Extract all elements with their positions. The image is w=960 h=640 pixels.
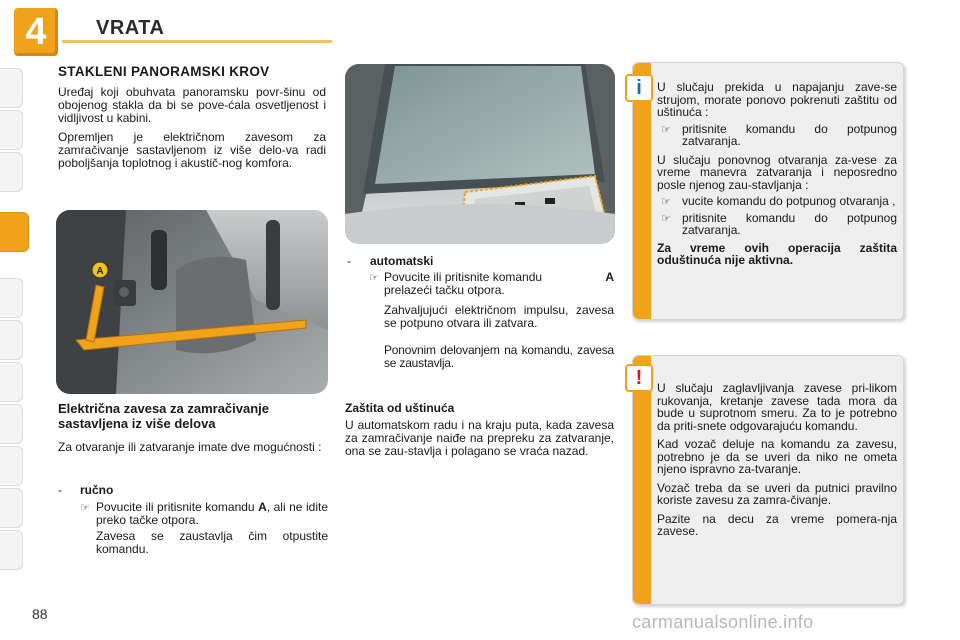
subsection-title: Električna zavesa za zamračivanje sastavljena iz više delova [58,401,270,431]
side-tab-5[interactable] [0,278,23,318]
warning-paragraph-1: U slučaju zaglavljivanja zavese pri-likom rukovanja, kretanje zavese tada mora da bude u suprotnom smeru. Za to je potrebno da priti-snete odgovarajuću komandu. [657,381,897,433]
interior-control-photo [56,210,328,394]
manual-step-key: A [258,500,267,514]
info-bold-text: Za vreme ovih operacija zaštita oduštinuća nije aktivna. [657,240,897,267]
info-item-2: vucite komandu do potpunog otvaranja , [682,194,896,208]
warning-box-stripe [633,356,651,604]
chapter-title: VRATA [96,17,165,39]
manual-label: ručno [80,483,114,497]
side-tab-8[interactable] [0,404,23,444]
side-tab-9[interactable] [0,446,23,486]
side-tab-10[interactable] [0,488,23,528]
protection-text: U automatskom radu i na kraju puta, kada zavesa za zamračivanje naiđe na prepreku za zatvaranje, ona se zau-stavlja i polagano se vraća nazad. [345,418,614,458]
side-tab-7[interactable] [0,362,23,402]
warning-paragraph-2: Kad vozač deluje na komandu za zavesu, potrebno je da se uveri da niko ne ometa njeno ispravno za-tvaranje. [657,437,897,476]
manual-step-tail: , ali ne idite preko tačke otpora. [96,500,328,527]
side-tab-3[interactable] [0,152,23,192]
info-item-1: pritisnite komandu do potpunog zatvaranja. [682,121,897,148]
automatic-label: automatski [370,254,434,268]
manual-note: Zavesa se zaustavlja čim otpustite komandu. [96,529,328,556]
panoramic-roof-photo [345,64,615,244]
info-text-2: U slučaju ponovnog otvaranja za-vese za vreme manevra zatvaranja i neposredno posle njenog zau-stavljanja : [657,152,897,192]
warning-paragraph-4: Pazite na decu za vreme pomera-nja zavese. [657,511,897,538]
info-text-1: U slučaju prekida u napajanju zave-se strujom, morate ponovo pokrenuti zaštitu od uštinuća : [657,80,897,119]
section-title: STAKLENI PANORAMSKI KROV [58,64,270,79]
info-bullet-icon-1: ☞ [661,123,671,136]
info-item-3: pritisnite komandu do potpunog zatvaranja. [682,210,897,237]
options-text: Za otvaranje ili zatvaranje imate dve mogućnosti : [58,440,322,454]
info-box [632,62,904,320]
automatic-step [384,271,614,297]
watermark: carmanualsonline.info [632,612,814,632]
header-underline [62,40,332,43]
automatic-note-2: Ponovnim delovanjem na komandu, zavesa se zaustavlja. [384,343,614,370]
manual-step [96,501,328,527]
warning-paragraph-3: Vozač treba da se uveri da putnici pravilno koriste zavesu za zamra-čivanje. [657,480,897,507]
side-tab-11[interactable] [0,530,23,570]
info-bullet-icon-2: ☞ [661,196,671,208]
automatic-step-tail: prelazeći tačku otpora. [384,283,505,297]
chapter-number-badge: 4 [14,8,58,56]
protection-title: Zaštita od uštinuća [345,401,455,415]
automatic-note-1: Zahvaljujući električnom impulsu, zavesa se potpuno otvara ili zatvara. [384,303,614,330]
intro-paragraph-1: Uređaj koji obuhvata panoramsku povr-šinu od obojenog stakla da bi se pove-ćala osvetljenost i vidljivost u kabini. [58,85,326,125]
automatic-step-key: A [605,270,614,284]
side-tab-active[interactable] [0,212,29,252]
page-number: 88 [32,606,48,622]
manual-bullet-icon: ☞ [80,502,90,514]
side-tab-1[interactable] [0,68,23,108]
warning-icon: ! [625,364,653,392]
info-bullet-icon-3: ☞ [661,212,671,225]
intro-paragraph-2: Opremljen je električnom zavesom za zamračivanje sastavljenom iz više delo-va radi poboljšanja toplotnog i akustič-nog komfora. [58,130,326,170]
warning-box [632,355,904,605]
manual-dash: - [58,483,62,497]
manual-step-text: Povucite ili pritisnite komandu [96,500,255,514]
automatic-dash: - [347,254,351,268]
side-tab-6[interactable] [0,320,23,360]
automatic-bullet-icon: ☞ [369,272,379,284]
side-tab-2[interactable] [0,110,23,150]
photo-marker-label: A [96,266,104,277]
automatic-step-text: Povucite ili pritisnite komandu [384,270,543,284]
info-icon: i [625,74,653,102]
